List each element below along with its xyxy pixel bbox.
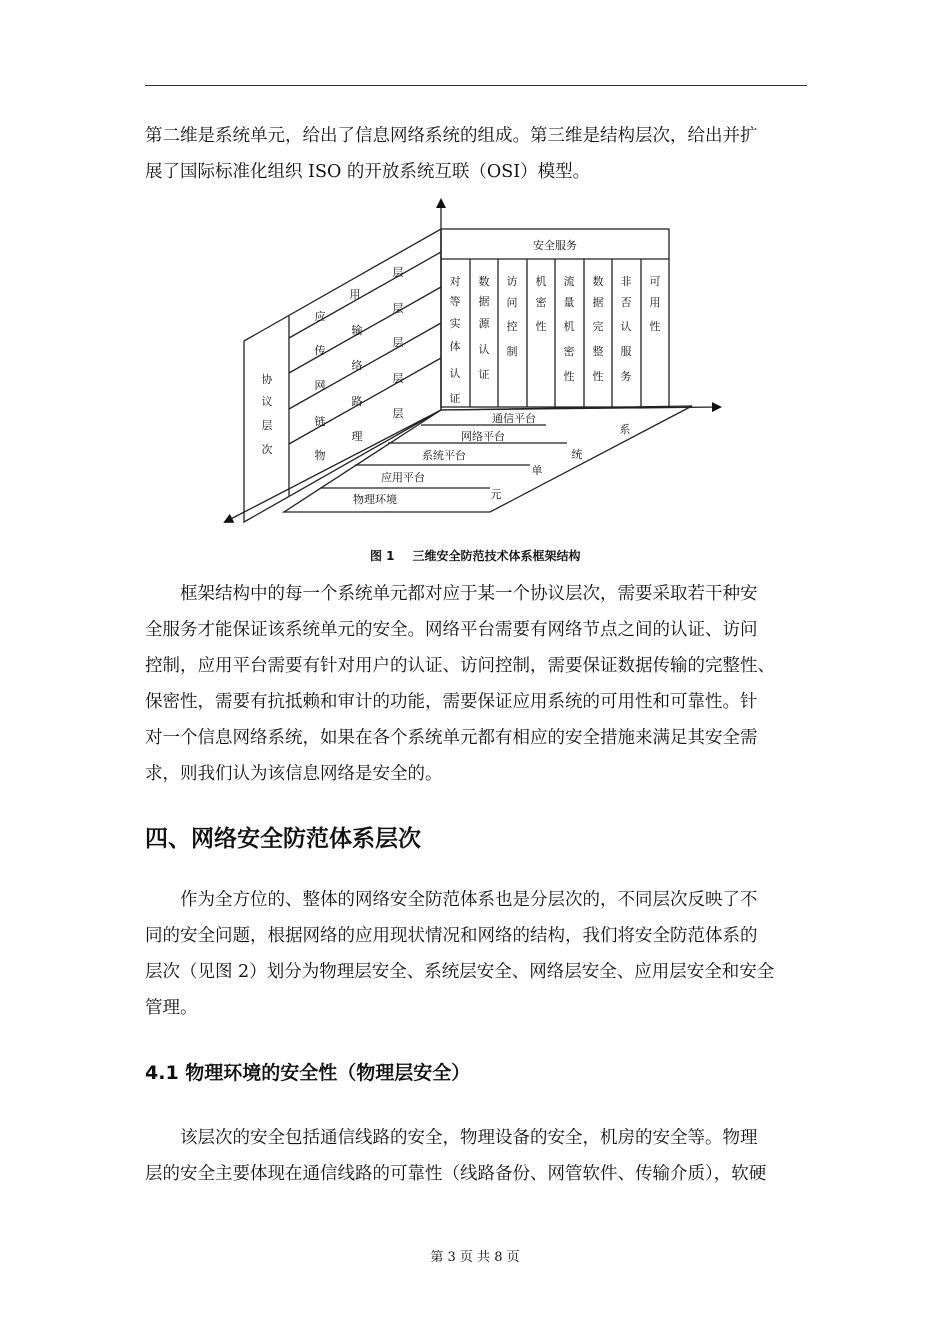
service-char: 认 bbox=[449, 367, 461, 380]
service-char: 机 bbox=[535, 275, 547, 288]
service-char: 源 bbox=[478, 317, 490, 330]
figure-caption bbox=[370, 547, 581, 564]
service-char: 据 bbox=[478, 295, 490, 308]
section-line: 管理。 bbox=[145, 998, 198, 1018]
section-line: 作为全方位的、整体的网络安全防范体系也是分层次的，不同层次反映了不 bbox=[180, 890, 758, 910]
layer-prefix: 网 bbox=[314, 379, 326, 392]
service-char: 制 bbox=[506, 345, 518, 358]
service-header: 安全服务 bbox=[533, 239, 577, 252]
axis-title-char: 层 bbox=[261, 419, 273, 432]
service-char: 问 bbox=[506, 296, 518, 309]
intro-line: 展了国际标准化组织 ISO 的开放系统互联（OSI）模型。 bbox=[145, 162, 591, 182]
service-char: 据 bbox=[592, 296, 604, 309]
section-heading: 四、网络安全防范体系层次 bbox=[145, 826, 421, 852]
system-unit-char: 元 bbox=[490, 488, 502, 501]
service-char: 访 bbox=[506, 275, 518, 288]
system-unit-char: 系 bbox=[619, 423, 631, 436]
body-line: 全服务才能保证该系统单元的安全。网络平台需要有网络节点之间的认证、访问 bbox=[145, 620, 758, 640]
header-rule bbox=[145, 85, 807, 86]
service-char: 非 bbox=[620, 275, 632, 288]
service-char: 等 bbox=[449, 295, 461, 308]
section-line: 层次（见图 2）划分为物理层安全、系统层安全、网络层安全、应用层安全和安全 bbox=[145, 962, 775, 982]
service-char: 量 bbox=[563, 296, 575, 309]
caption-text: 三维安全防范技术体系框架结构 bbox=[412, 549, 581, 563]
section-paragraph bbox=[145, 882, 810, 1026]
service-char: 控 bbox=[506, 320, 518, 333]
service-char: 务 bbox=[620, 370, 632, 383]
service-char: 体 bbox=[449, 340, 461, 353]
intro-line: 第二维是系统单元，给出了信息网络系统的组成。第三维是结构层次，给出并扩 bbox=[145, 126, 758, 146]
layer-suffix: 层 bbox=[392, 407, 404, 420]
layer-middle: 路 bbox=[351, 395, 363, 408]
service-char: 对 bbox=[449, 275, 461, 288]
service-char: 机 bbox=[563, 320, 575, 333]
service-char: 整 bbox=[592, 345, 604, 358]
layer-middle: 理 bbox=[351, 430, 363, 443]
service-char: 认 bbox=[478, 343, 490, 356]
service-char: 性 bbox=[649, 320, 661, 333]
system-unit-char: 统 bbox=[571, 448, 583, 461]
axis-title-char: 协 bbox=[261, 373, 273, 386]
axis-title-char: 次 bbox=[261, 443, 273, 456]
caption-number: 图 1 bbox=[370, 549, 395, 563]
service-char: 证 bbox=[478, 368, 490, 381]
layer-suffix: 层 bbox=[392, 266, 404, 279]
service-char: 性 bbox=[592, 370, 604, 383]
figure-labels bbox=[262, 238, 661, 506]
service-char: 用 bbox=[649, 296, 661, 309]
platform-label: 网络平台 bbox=[461, 430, 505, 443]
service-char: 性 bbox=[563, 370, 575, 383]
layer-prefix: 传 bbox=[314, 344, 326, 357]
platform-label: 物理环境 bbox=[353, 493, 397, 506]
service-char: 完 bbox=[592, 320, 604, 333]
body-paragraph bbox=[145, 576, 810, 792]
service-char: 密 bbox=[535, 296, 547, 309]
security-framework-figure bbox=[218, 193, 728, 533]
depth-axis bbox=[225, 410, 441, 522]
service-char: 认 bbox=[620, 320, 632, 333]
service-char: 流 bbox=[563, 275, 575, 288]
platform-label: 应用平台 bbox=[381, 471, 425, 484]
service-char: 数 bbox=[478, 275, 490, 288]
layer-suffix: 层 bbox=[392, 336, 404, 349]
service-char: 可 bbox=[649, 275, 661, 288]
body-line: 框架结构中的每一个系统单元都对应于某一个协议层次，需要采取若干种安 bbox=[180, 584, 758, 604]
layer-suffix: 层 bbox=[392, 372, 404, 385]
service-char: 密 bbox=[563, 345, 575, 358]
service-char: 否 bbox=[620, 296, 632, 309]
layer-suffix: 层 bbox=[392, 302, 404, 315]
layer-prefix: 应 bbox=[314, 310, 326, 323]
layer-middle: 输 bbox=[351, 324, 363, 337]
subsection-line: 层的安全主要体现在通信线路的可靠性（线路备份、网管软件、传输介质），软硬 bbox=[145, 1164, 767, 1184]
body-line: 控制，应用平台需要有针对用户的认证、访问控制，需要保证数据传输的完整性、 bbox=[145, 656, 775, 676]
layer-middle: 用 bbox=[349, 288, 361, 301]
system-unit-char: 单 bbox=[531, 464, 543, 477]
layer-prefix: 物 bbox=[314, 449, 326, 462]
intro-paragraph bbox=[145, 118, 810, 190]
subsection-paragraph bbox=[145, 1120, 810, 1192]
axis-title-char: 议 bbox=[261, 395, 273, 408]
service-char: 服 bbox=[620, 345, 632, 358]
service-char: 性 bbox=[535, 320, 547, 333]
body-line: 保密性，需要有抗抵赖和审计的功能，需要保证应用系统的可用性和可靠性。针 bbox=[145, 692, 758, 712]
service-char: 实 bbox=[449, 317, 461, 330]
platform-label: 系统平台 bbox=[422, 449, 466, 462]
section-line: 同的安全问题，根据网络的应用现状情况和网络的结构，我们将安全防范体系的 bbox=[145, 926, 758, 946]
page-footer: 第 3 页 共 8 页 bbox=[430, 1250, 520, 1265]
platform-label: 通信平台 bbox=[492, 412, 536, 425]
subsection-heading: 4.1 物理环境的安全性（物理层安全） bbox=[145, 1062, 471, 1084]
body-line: 对一个信息网络系统，如果在各个系统单元都有相应的安全措施来满足其安全需 bbox=[145, 728, 758, 748]
service-char: 证 bbox=[449, 392, 461, 405]
layer-prefix: 链 bbox=[314, 415, 326, 428]
body-line: 求，则我们认为该信息网络是安全的。 bbox=[145, 764, 443, 784]
service-char: 数 bbox=[592, 275, 604, 288]
layer-middle: 络 bbox=[351, 359, 363, 372]
subsection-line: 该层次的安全包括通信线路的安全，物理设备的安全，机房的安全等。物理 bbox=[180, 1128, 758, 1148]
